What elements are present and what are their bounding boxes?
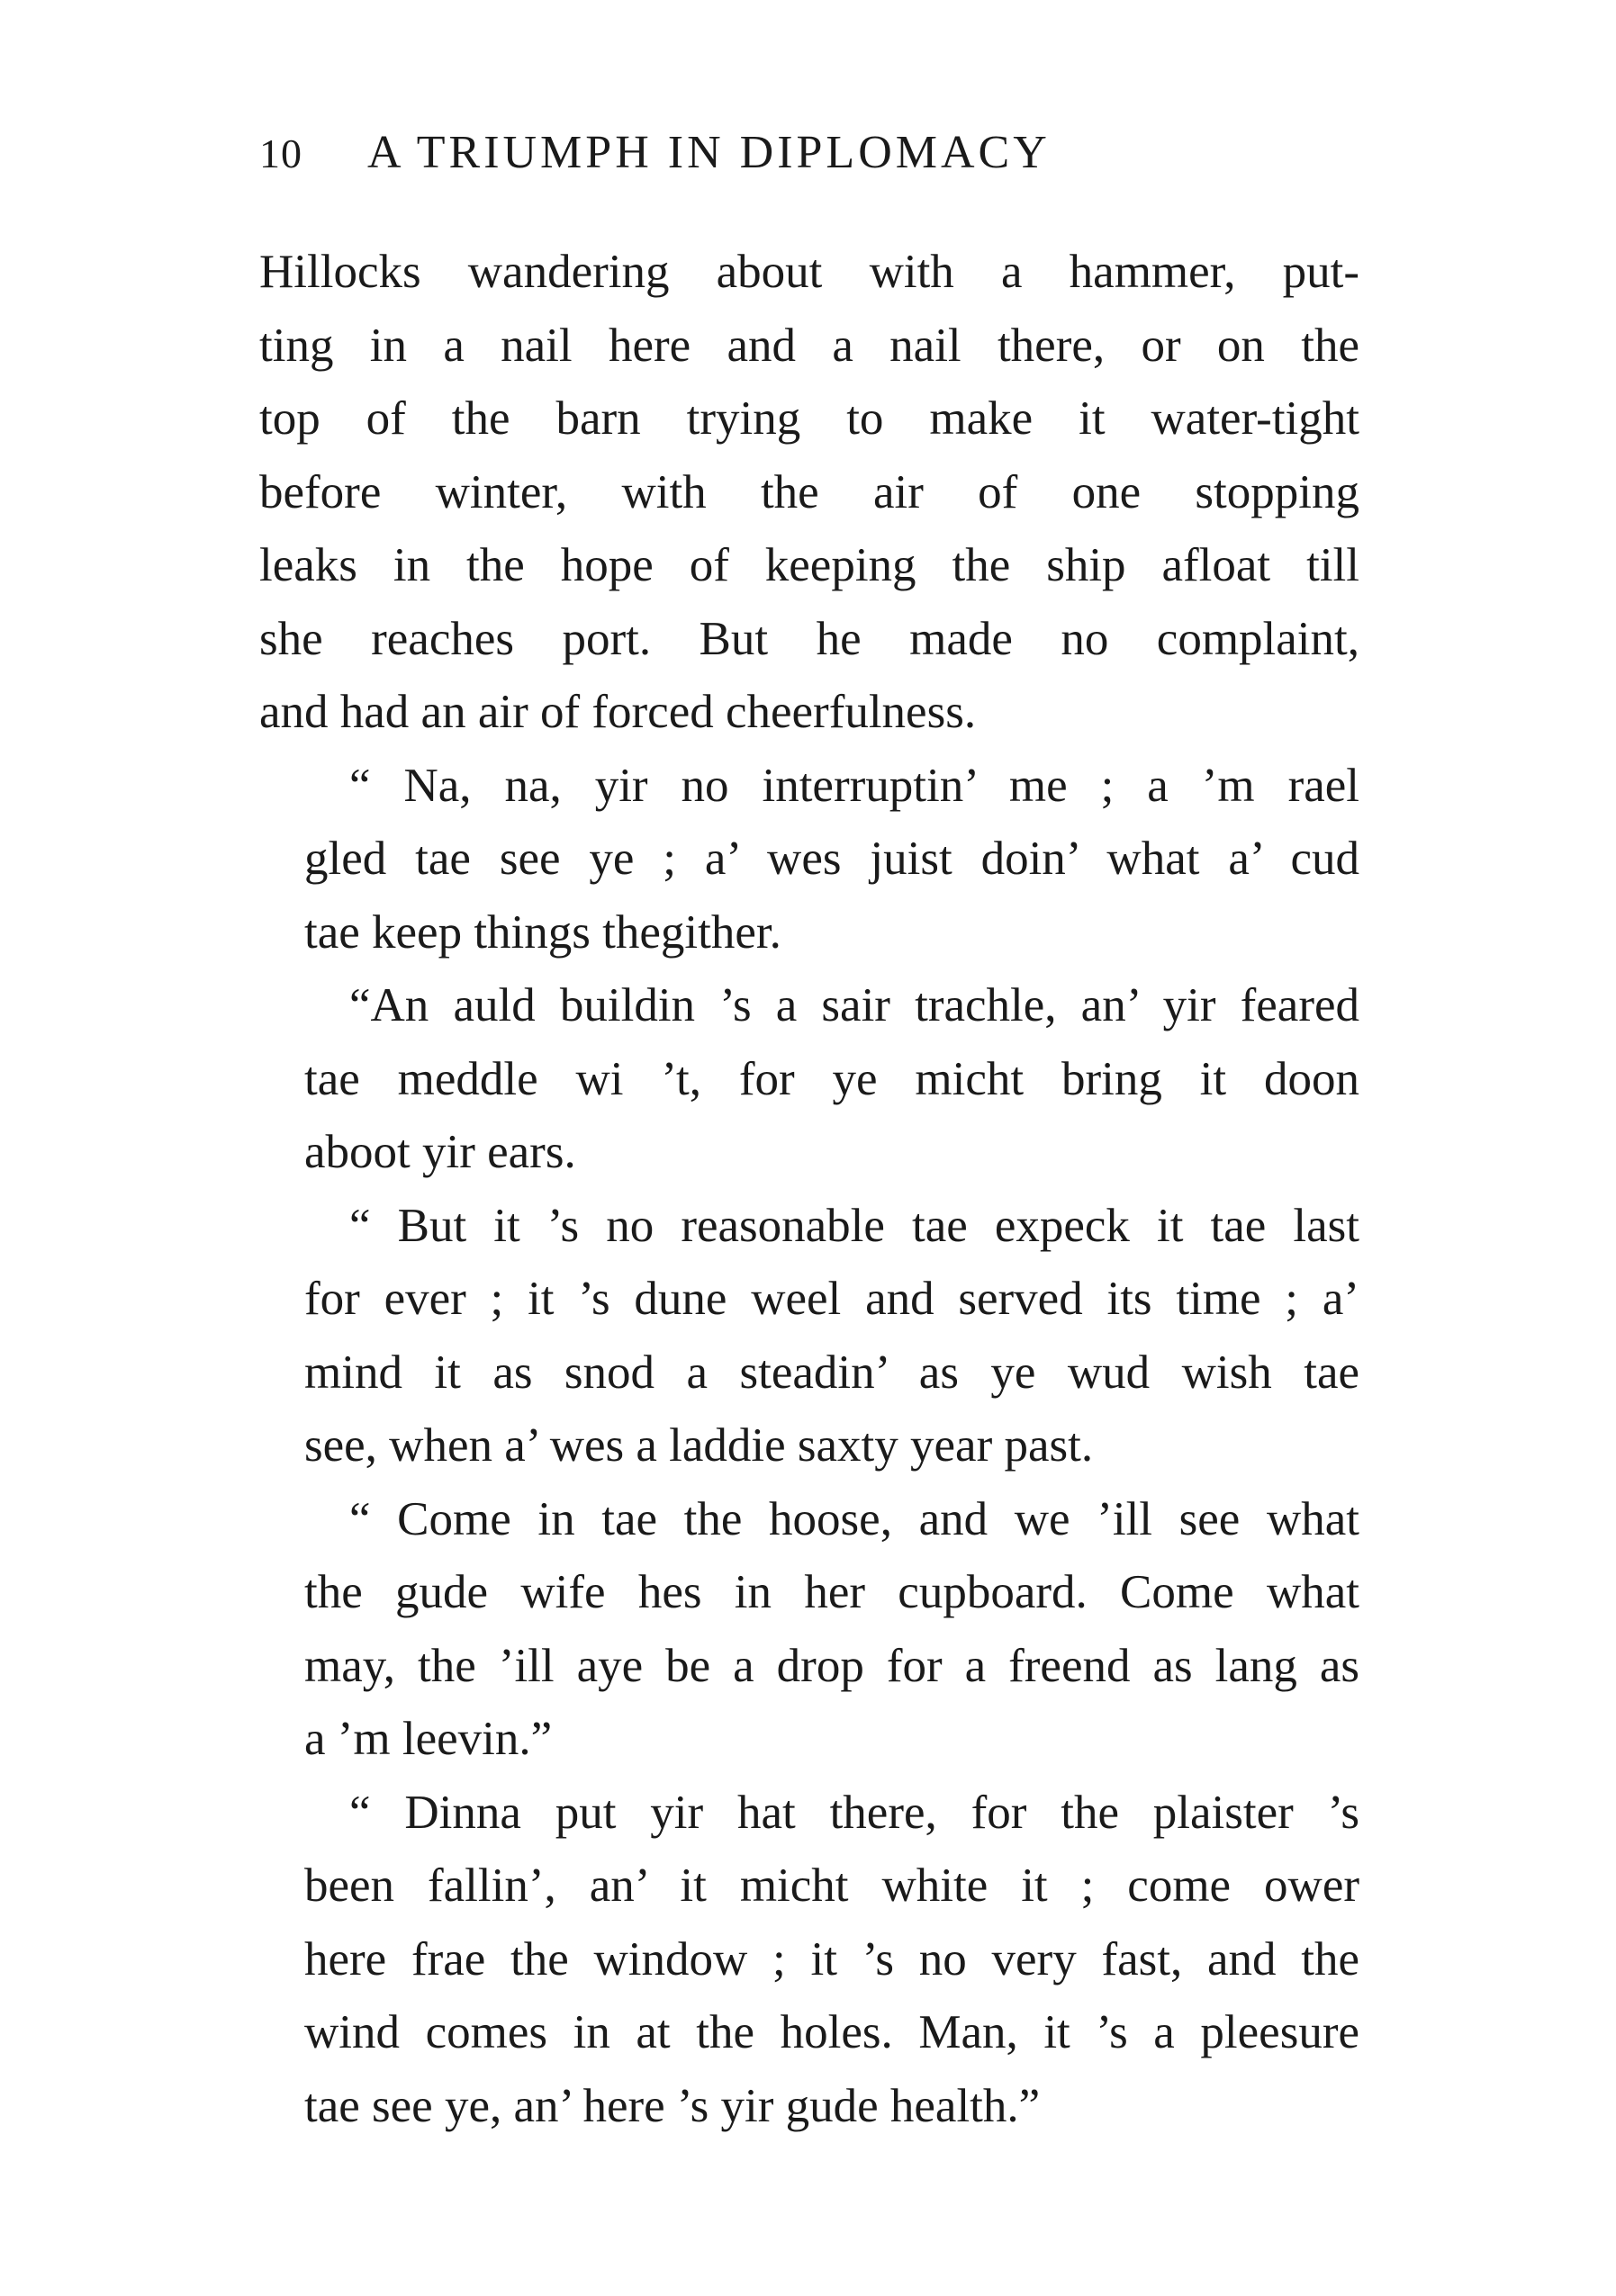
running-head [259, 126, 1376, 198]
text-line: “ Come in tae the hoose, and we ’ill see what [349, 1492, 1359, 1545]
text-line: before winter, with the air of one stopping [259, 465, 1359, 518]
paragraph [259, 969, 1359, 1190]
text-line: see, when a’ wes a laddie saxty year past. [304, 1419, 1094, 1472]
running-title: A TRIUMPH IN DIPLOMACY [367, 127, 1051, 178]
body-text [259, 236, 1359, 2143]
text-line: tae see ye, an’ here ’s yir gude health.” [304, 2079, 1041, 2132]
text-line: ting in a nail here and a nail there, or on the [259, 319, 1359, 372]
text-line: leaks in the hope of keeping the ship afloat till [259, 539, 1359, 591]
paragraph [259, 1777, 1359, 2144]
text-line: “ But it ’s no reasonable tae expeck it tae last [349, 1199, 1359, 1252]
text-line: here frae the window ; it ’s no very fast, and the [304, 1932, 1359, 1985]
text-line: and had an air of forced cheerfulness. [259, 686, 977, 738]
text-line: mind it as snod a steadin’ as ye wud wish tae [304, 1346, 1359, 1399]
paragraph [259, 1190, 1359, 1483]
text-line: “An auld buildin ’s a sair trachle, an’ yir feared [349, 979, 1359, 1031]
paragraph [259, 236, 1359, 750]
text-line: “ Na, na, yir no interruptin’ me ; a ’m rael [349, 759, 1359, 812]
text-line: top of the barn trying to make it water-tight [259, 392, 1359, 445]
text-line: Hillocks wandering about with a hammer, put- [259, 246, 1359, 298]
text-line: tae keep things thegither. [304, 905, 781, 959]
text-line: gled tae see ye ; a’ wes juist doin’ what a’ cud [304, 833, 1359, 885]
text-line: been fallin’, an’ it micht white it ; come ower [304, 1859, 1359, 1912]
text-line: a ’m leevin.” [304, 1713, 553, 1765]
text-line: aboot yir ears. [304, 1126, 576, 1178]
text-line: she reaches port. But he made no complaint, [259, 612, 1359, 665]
text-line: the gude wife hes in her cupboard. Come what [304, 1566, 1359, 1618]
text-line: tae meddle wi ’t, for ye micht bring it doon [304, 1052, 1359, 1105]
paragraph [259, 750, 1359, 970]
text-line: “ Dinna put yir hat there, for the plaister ’s [349, 1786, 1359, 1839]
text-line: may, the ’ill aye be a drop for a freend as lang as [304, 1639, 1359, 1692]
text-line: for ever ; it ’s dune weel and served its time ; a’ [304, 1273, 1359, 1325]
paragraph [259, 1483, 1359, 1777]
text-line: wind comes in at the holes. Man, it ’s a pleesure [304, 2006, 1359, 2058]
page-number: 10 [259, 131, 302, 176]
